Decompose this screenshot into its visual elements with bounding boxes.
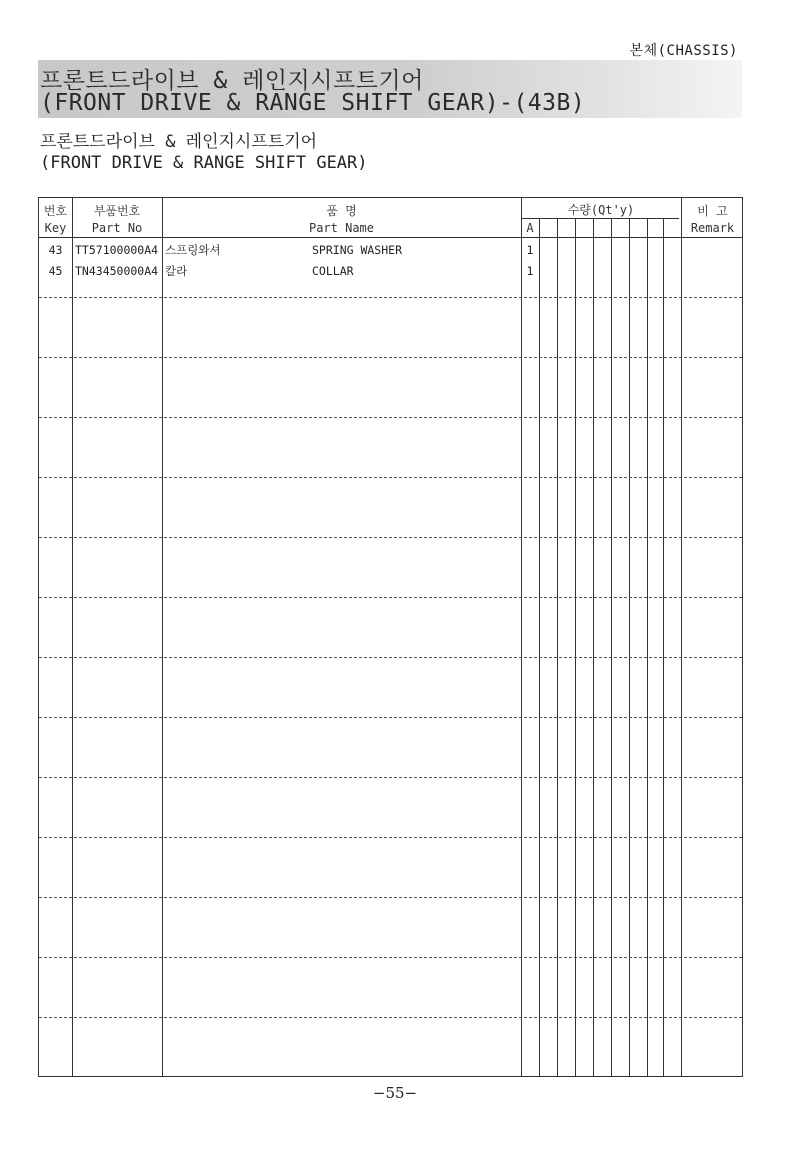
col-divider [539, 218, 540, 1076]
header-bottom-line [39, 237, 742, 238]
qty-header-divider [521, 218, 679, 219]
row-part-no: TN43450000A4 [75, 264, 159, 278]
row-part-no: TT57100000A4 [75, 243, 159, 257]
title-band [38, 60, 742, 118]
parts-table [38, 197, 743, 1077]
row-key: 43 [48, 243, 63, 257]
row-separator [39, 417, 742, 418]
row-separator [39, 957, 742, 958]
header-part-no-kr: 부품번호 [93, 204, 141, 218]
row-key: 45 [48, 264, 63, 278]
col-divider [575, 218, 576, 1076]
row-name-en: COLLAR [312, 264, 354, 278]
row-name-kr: 스프링와셔 [165, 243, 221, 257]
title-korean: 프론트드라이브 & 레인지시프트기어 [40, 68, 424, 94]
row-qty-a: 1 [526, 243, 534, 257]
header-qty-col-a: A [526, 221, 534, 235]
header-key-kr: 번호 [43, 204, 68, 218]
header-part-name-en: Part Name [308, 221, 375, 235]
col-divider [611, 218, 612, 1076]
row-separator [39, 897, 742, 898]
page-number: −55− [372, 1084, 418, 1102]
title-english: (FRONT DRIVE & RANGE SHIFT GEAR)-(43B) [40, 90, 586, 116]
row-separator [39, 837, 742, 838]
subtitle-english: (FRONT DRIVE & RANGE SHIFT GEAR) [40, 153, 368, 173]
row-separator [39, 777, 742, 778]
row-qty-a: 1 [526, 264, 534, 278]
header-part-name-kr: 품 명 [326, 204, 357, 218]
row-separator [39, 657, 742, 658]
row-separator [39, 537, 742, 538]
col-divider [681, 198, 682, 1076]
header-qty-kr: 수량(Qt'y) [567, 203, 635, 217]
row-separator [39, 357, 742, 358]
row-separator [39, 477, 742, 478]
row-separator [39, 1017, 742, 1018]
row-name-en: SPRING WASHER [312, 243, 403, 257]
section-label: 본체(CHASSIS) [629, 43, 738, 59]
col-divider [647, 218, 648, 1076]
row-separator [39, 597, 742, 598]
col-divider [162, 198, 163, 1076]
row-separator [39, 717, 742, 718]
header-remark-en: Remark [690, 221, 735, 235]
col-divider [663, 218, 664, 1076]
col-divider [629, 218, 630, 1076]
header-remark-kr: 비 고 [697, 204, 728, 218]
col-divider [521, 198, 522, 1076]
col-divider [557, 218, 558, 1076]
row-separator [39, 297, 742, 298]
subtitle-korean: 프론트드라이브 & 레인지시프트기어 [40, 132, 318, 152]
header-key-en: Key [44, 221, 67, 235]
header-part-no-en: Part No [91, 221, 143, 235]
col-divider [593, 218, 594, 1076]
col-divider [72, 198, 73, 1076]
row-name-kr: 칼라 [165, 264, 188, 278]
